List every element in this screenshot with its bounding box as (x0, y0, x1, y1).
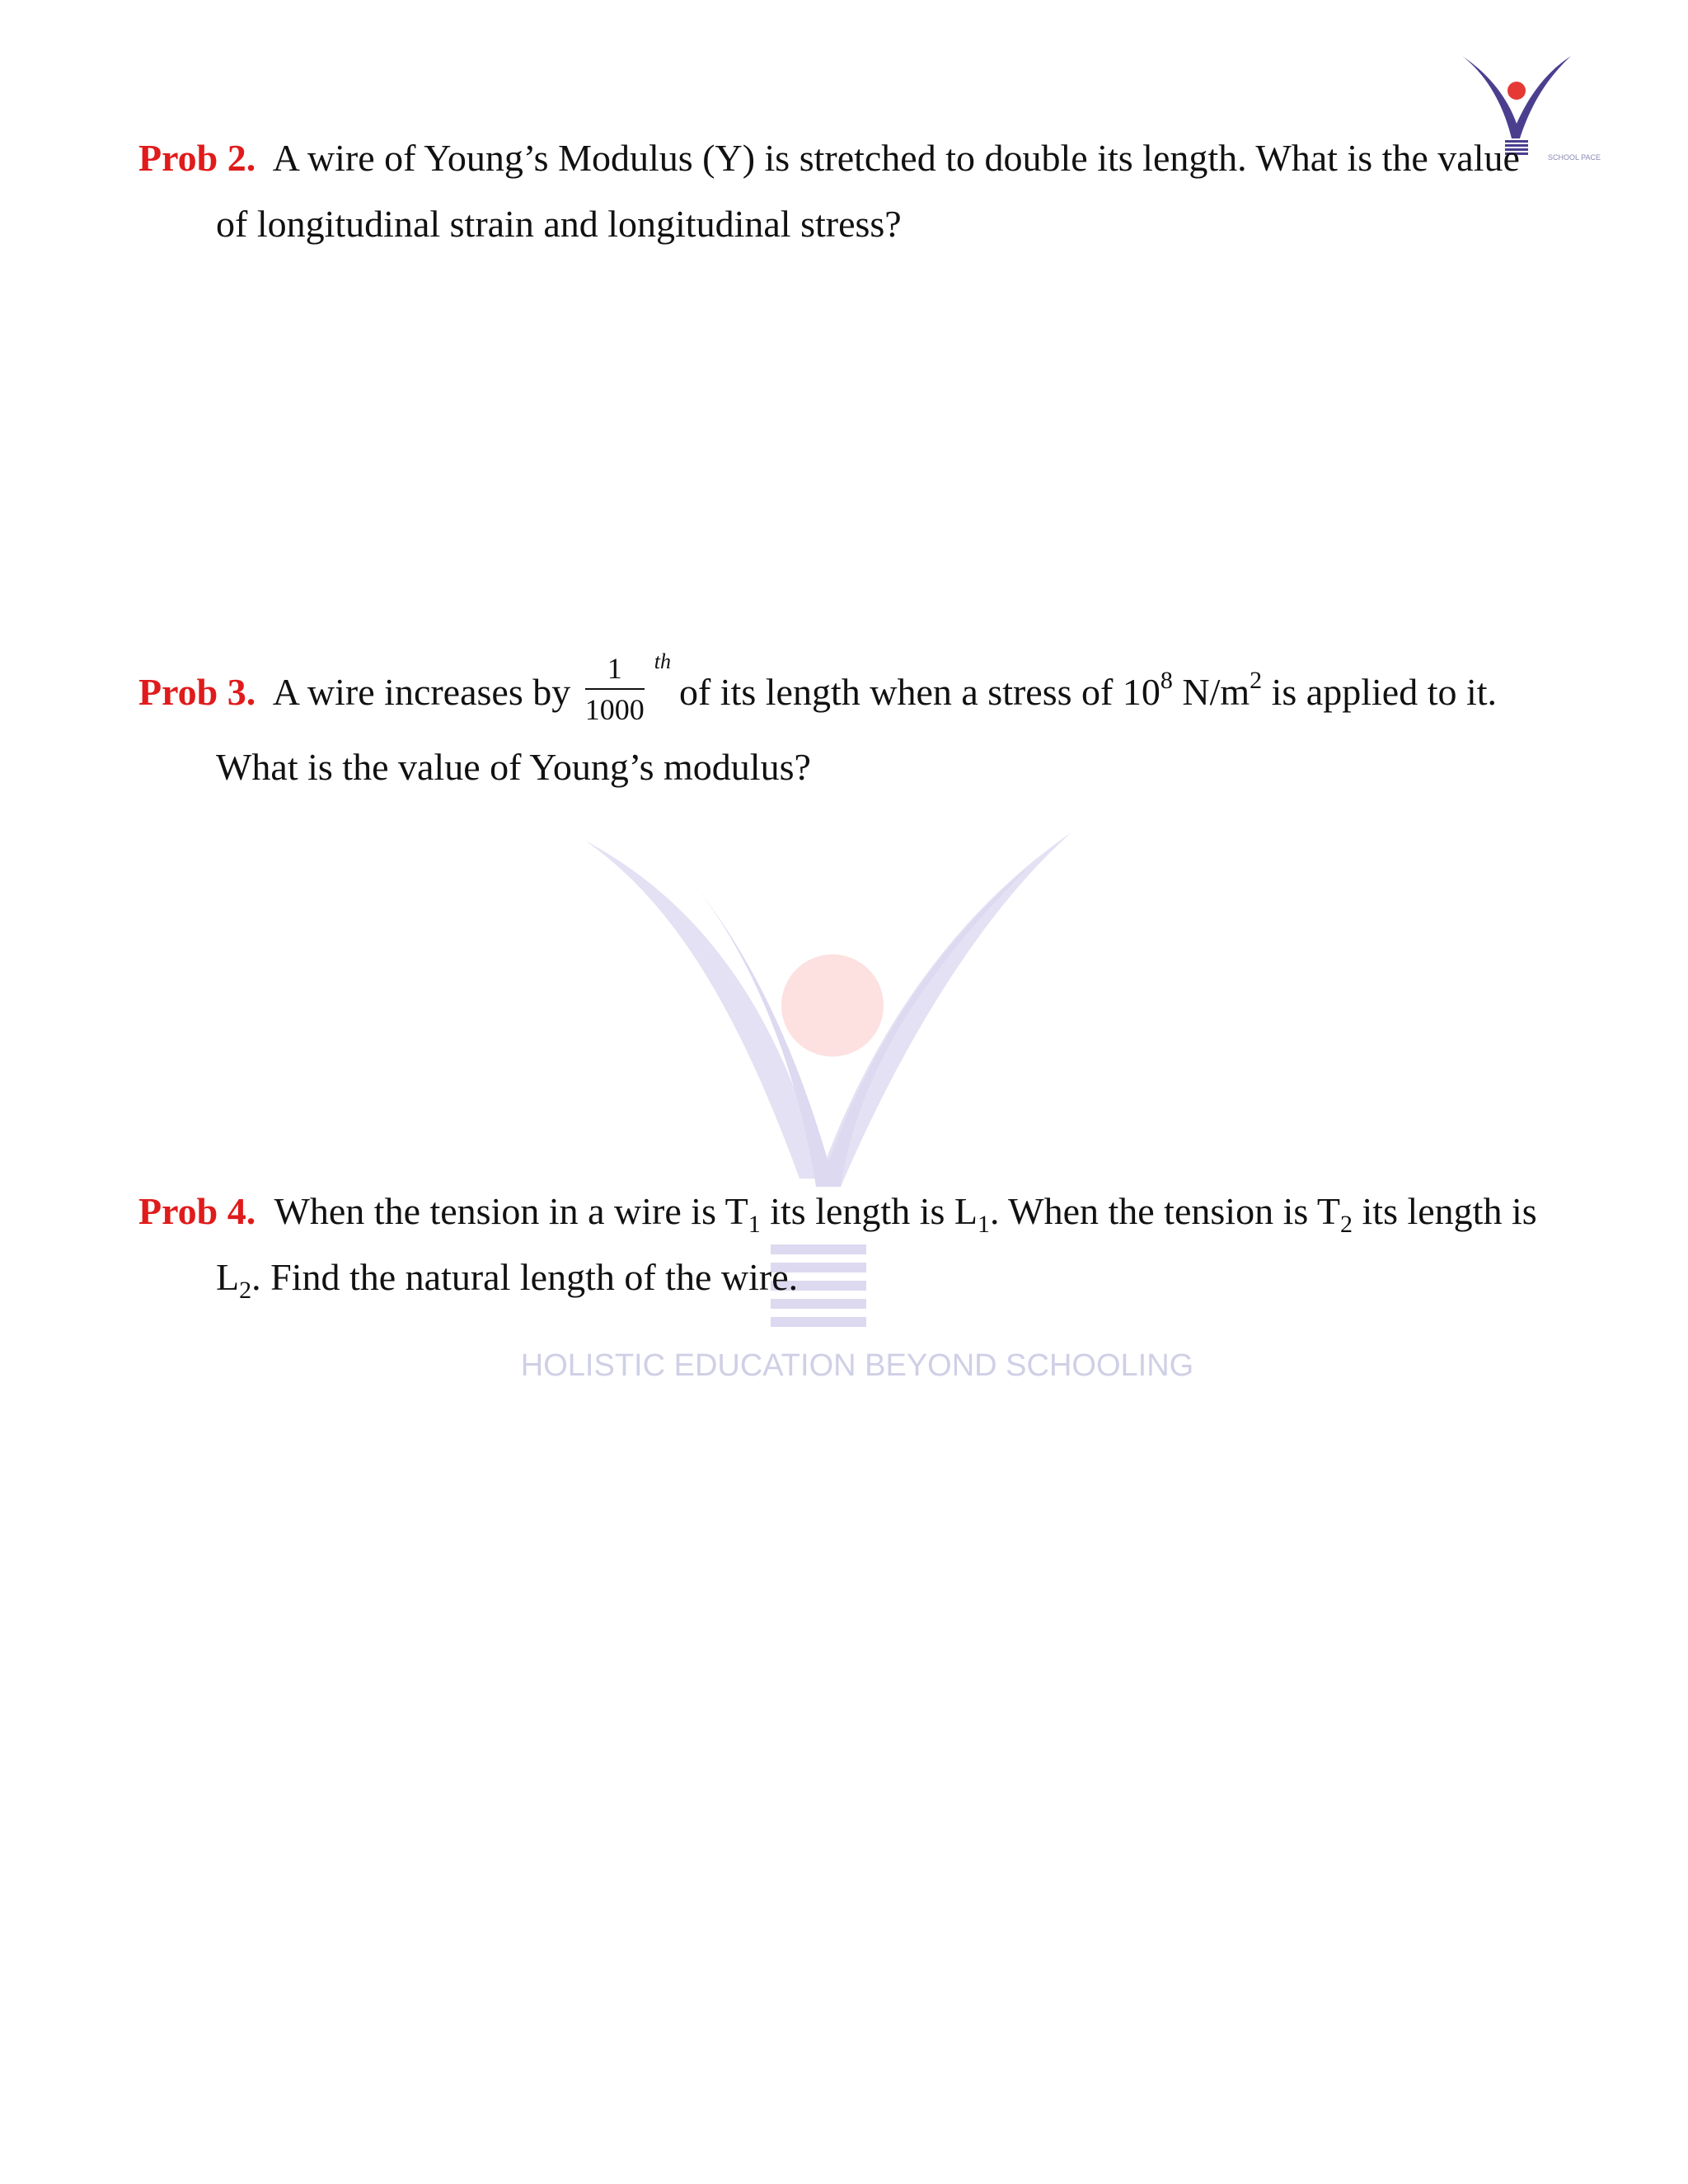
problem-3-line-1 (138, 651, 1497, 739)
problem-3-label: Prob 3. (138, 671, 256, 713)
problem-3 (138, 651, 1497, 800)
fraction-suffix: th (654, 649, 671, 673)
problem-2-text: A wire of Young’s Modulus (Y) is stretched to double its length. What is the value (272, 137, 1520, 179)
problem-4-label: Prob 4. (138, 1190, 256, 1232)
problem-3-prefix: A wire increases by (272, 671, 571, 713)
subscript-l2: 2 (239, 1277, 252, 1304)
problem-2-label: Prob 2. (138, 137, 256, 179)
exponent-2: 2 (1250, 667, 1263, 694)
corner-logo-text: SCHOOL PACE (1548, 153, 1601, 162)
problem-3-line-2: What is the value of Young’s modulus? (216, 746, 811, 788)
problem-4 (138, 1179, 1537, 1310)
problem-4-part-2: its length is L (760, 1190, 978, 1232)
problem-4-part-4: its length is (1353, 1190, 1537, 1232)
problem-2 (138, 125, 1520, 257)
problem-4-line-2-b: . Find the natural length of the wire. (251, 1256, 799, 1298)
subscript-l1: 1 (977, 1211, 990, 1238)
problem-3-mid-2: N/m (1172, 671, 1250, 713)
fraction-numerator: 1 (585, 652, 645, 690)
problem-4-part-1: When the tension in a wire is T (274, 1190, 748, 1232)
problem-2-line-1 (138, 125, 1520, 191)
problem-4-part-3: . When the tension is T (989, 1190, 1341, 1232)
subscript-t1: 1 (748, 1211, 761, 1238)
problem-4-line-2 (138, 1244, 1537, 1310)
fraction (585, 652, 645, 726)
subscript-t2: 2 (1340, 1211, 1353, 1238)
problem-2-line-2: of longitudinal strain and longitudinal stress? (216, 203, 902, 245)
problem-3-end: is applied to it. (1262, 671, 1498, 713)
problem-4-line-2-a: L (216, 1256, 240, 1298)
exponent-8: 8 (1160, 667, 1173, 694)
fraction-denominator: 1000 (584, 693, 645, 727)
problem-4-line-1 (138, 1179, 1537, 1244)
watermark-caption: HOLISTIC EDUCATION BEYOND SCHOOLING (520, 1348, 1194, 1383)
problem-3-mid-1: of its length when a stress of 10 (678, 671, 1160, 713)
